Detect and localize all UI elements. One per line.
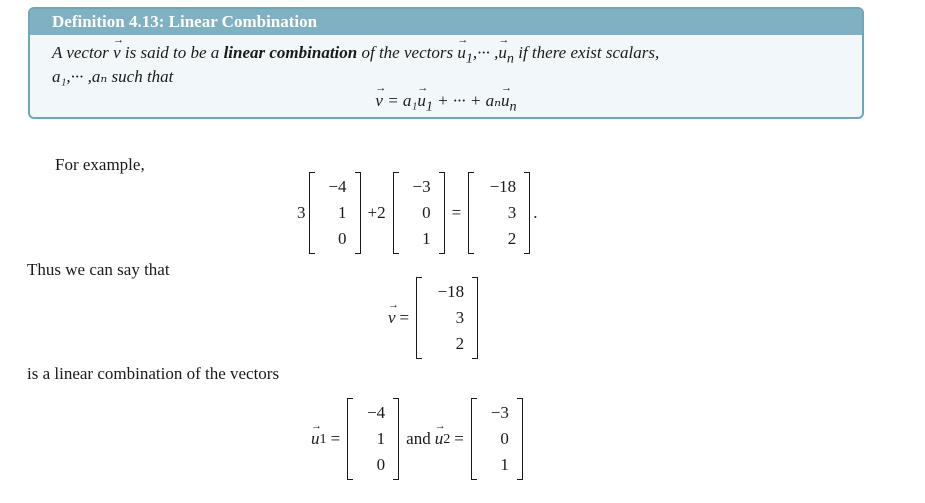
coefficient: 3 xyxy=(297,203,306,222)
plus-operator: +2 xyxy=(367,203,386,222)
thus-text: Thus we can say that xyxy=(27,260,170,279)
definition-text: is said to be a xyxy=(124,43,220,62)
definition-text: of the vectors xyxy=(361,43,454,62)
vector-un: → u xyxy=(498,34,510,62)
definition-title: Definition 4.13: Linear Combination xyxy=(30,9,862,35)
definition-line-1: A vector → v is said to be a linear combination of the vectors → $u_1,\cdot\cdot\cdot$ , → $u_n$ if there exist scalars, xyxy=(52,34,660,67)
definition-box xyxy=(28,7,864,119)
vector-u2: → u xyxy=(434,420,446,448)
matrix-u1: −4 1 0 xyxy=(347,398,399,480)
for-example-text: For example, xyxy=(55,155,145,174)
and-text: and xyxy=(406,429,431,448)
matrix-v: −18 3 2 xyxy=(416,277,478,359)
definition-line-2: a₁,··· ,aₙ such that xyxy=(52,67,174,86)
matrix-u1: −4 1 0 xyxy=(309,172,361,254)
matrix-result: −18 3 2 xyxy=(468,172,530,254)
definition-equation: → v = a₁ → $u_1$ + ··· + aₙ → $u_n$ xyxy=(375,82,517,115)
definition-term: linear combination xyxy=(223,43,358,62)
matrix-u2: −3 0 1 xyxy=(393,172,445,254)
example-equation: 3 −4 1 0 +2 −3 0 1 = −18 3 2 . xyxy=(297,172,537,254)
vector-u1: → u xyxy=(311,420,322,448)
vector-u1: → u xyxy=(457,34,469,62)
vector-v: → v xyxy=(113,34,125,62)
vector-v: → v xyxy=(388,299,399,327)
definition-text: if there exist scalars, xyxy=(518,43,660,62)
definition-text: A vector xyxy=(52,43,109,62)
v-equation: → v = −18 3 2 xyxy=(388,277,481,359)
matrix-u2: −3 0 1 xyxy=(471,398,523,480)
u-equations: → u 1 = −4 1 0 and → u 2 = −3 0 1 xyxy=(311,398,526,480)
is-linear-combination-text: is a linear combination of the vectors xyxy=(27,364,280,383)
equals-operator: = xyxy=(451,203,462,222)
